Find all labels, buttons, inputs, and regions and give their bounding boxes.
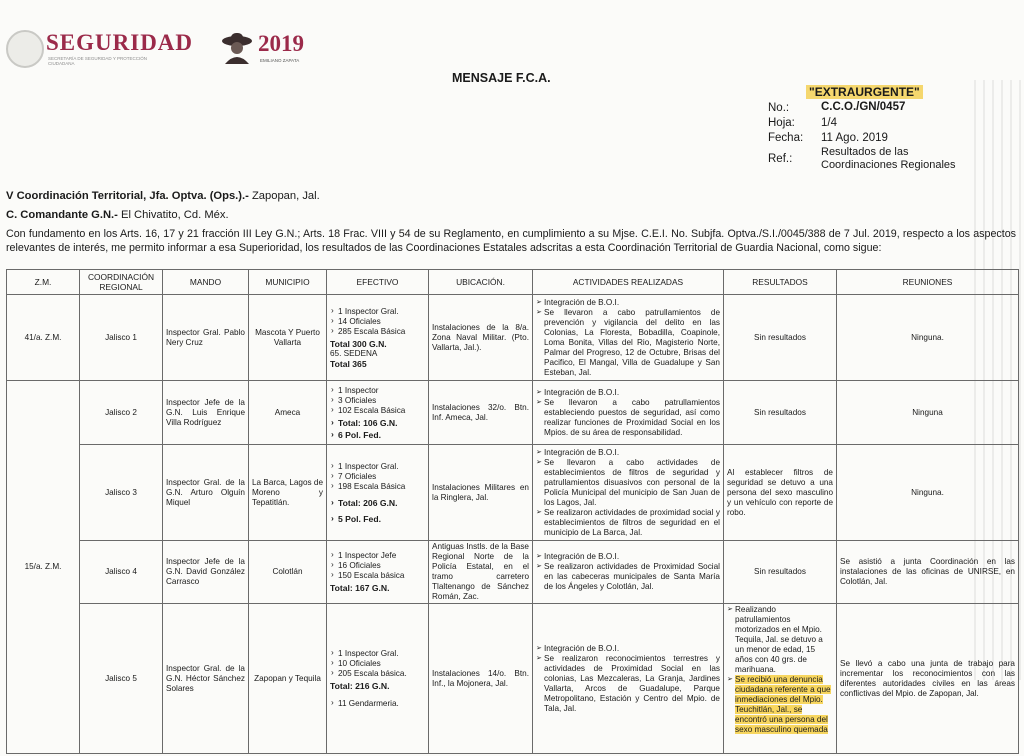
efectivo-item: › 10 Oficiales xyxy=(330,659,425,669)
municipio-cell: Mascota Y Puerto Vallarta xyxy=(249,295,327,381)
actividad-item: ➢ Integración de B.O.I. xyxy=(536,552,720,562)
actividad-item: ➢ Se llevaron a cabo patrullamientos estableciendo puestos de seguridad, así como realizar funciones de Proximidad Social en los Mpios. de su área de responsabilidad. xyxy=(536,398,720,438)
ubicacion-cell: Instalaciones Militares en la Ringlera, Jal. xyxy=(429,445,533,541)
efectivo-item: › 205 Escala básica. xyxy=(330,669,425,679)
header-ubicacion: UBICACIÓN. xyxy=(429,270,533,295)
header-mando: MANDO xyxy=(163,270,249,295)
reuniones-cell: Se asistió a junta Coordinación en las instalaciones de las oficinas de UNIRSE, en Colotlán, Jal. xyxy=(837,541,1019,604)
efectivo-total: Total: 167 G.N. xyxy=(330,583,390,593)
actividades-cell xyxy=(533,604,724,754)
header-actividades: ACTIVIDADES REALIZADAS xyxy=(533,270,724,295)
addressee-line2-rest: El Chivatito, Cd. Méx. xyxy=(117,209,229,221)
ubicacion-cell: Instalaciones 14/o. Btn. Inf., la Mojonera, Jal. xyxy=(429,604,533,754)
actividades-cell xyxy=(533,381,724,445)
actividad-item: ➢ Se realizaron actividades de proximidad social y establecimientos de filtros de seguridad en el municipio de La Barca, Jal. xyxy=(536,508,720,538)
header-resultados: RESULTADOS xyxy=(724,270,837,295)
zapata-portrait-icon xyxy=(220,30,254,64)
resultados-cell xyxy=(724,604,837,754)
efectivo-cell xyxy=(327,295,429,381)
year-logo-subtitle: EMILIANO ZAPATA xyxy=(260,58,300,63)
coat-of-arms-icon xyxy=(6,30,44,68)
efectivo-item: › 102 Escala Básica xyxy=(330,406,425,416)
efectivo-cell xyxy=(327,541,429,604)
table-row xyxy=(7,541,1019,604)
efectivo-total: › Total: 206 G.N. xyxy=(330,498,425,508)
coord-cell: Jalisco 2 xyxy=(80,381,163,445)
coord-cell: Jalisco 5 xyxy=(80,604,163,754)
efectivo-total: Total 300 G.N. xyxy=(330,338,387,349)
resultado-item-highlighted xyxy=(727,675,833,735)
table-row xyxy=(7,295,1019,381)
highlight-mark: Se recibió una denuncia ciudadana referente a que inmediaciones del Mpio. Teuchitlán, Jal., se encontró una persona del sexo masculino quemada xyxy=(735,675,831,734)
addressee-line2-bold: C. Comandante G.N.- xyxy=(6,209,118,221)
no-value: C.C.O./GN/0457 xyxy=(821,101,906,113)
table-header-row xyxy=(7,270,1019,295)
seguridad-logo-subtitle: SECRETARÍA DE SEGURIDAD Y PROTECCIÓN CIUDADANA xyxy=(48,56,148,66)
municipio-cell: Colotlán xyxy=(249,541,327,604)
efectivo-cell xyxy=(327,445,429,541)
actividad-item: ➢ Integración de B.O.I. xyxy=(536,388,720,398)
ref-value-line2: Coordinaciones Regionales xyxy=(821,159,956,171)
efectivo-item: › 150 Escala básica xyxy=(330,571,425,581)
addressee-line2 xyxy=(6,209,229,221)
efectivo-total: Total: 216 G.N. xyxy=(330,680,390,691)
efectivo-item: › 16 Oficiales xyxy=(330,561,425,571)
resultado-item: ➢ Realizando patrullamientos motorizados en el Mpio. Tequila, Jal. se detuvo a un menor de edad, 15 años con 40 grs. de marihuana. xyxy=(727,605,833,675)
actividad-item: ➢ Se realizaron reconocimientos terrestres y actividades de Proximidad Social en las colonias, Las Mezcaleras, La Granja, Jardines Vallarta, Arcos de Guadalupe, Parque Metropolitano, Estación y Centro del Mpio. de Tala, Jal. xyxy=(536,654,720,714)
table-row xyxy=(7,604,1019,754)
ubicacion-cell: Instalaciones 32/o. Btn. Inf. Ameca, Jal. xyxy=(429,381,533,445)
actividad-item: ➢ Integración de B.O.I. xyxy=(536,298,720,308)
header-efectivo: EFECTIVO xyxy=(327,270,429,295)
efectivo-item: › 198 Escala Básica xyxy=(330,482,425,492)
efectivo-cell xyxy=(327,381,429,445)
efectivo-extra: 65. SEDENA xyxy=(330,348,378,358)
header-coordinacion: COORDINACIÓN REGIONAL xyxy=(80,270,163,295)
ref-label: Ref.: xyxy=(768,153,793,165)
fecha-label: Fecha: xyxy=(768,132,804,144)
efectivo-cell xyxy=(327,604,429,754)
actividad-item: ➢ Se llevaron a cabo actividades de establecimientos de filtros de seguridad y patrullamientos disuasivos con personal de la Policía Municipal del municipio de San Juan de los Lagos, Jal. xyxy=(536,458,720,508)
actividad-item: ➢ Se llevaron a cabo patrullamientos de prevención y vigilancia del delito en las Colonias, La Floresta, Bobadilla, Coapinole, Loma Bonita, Villas del Rio, Magisterio Norte, Palmar del Progreso, 12 de Octubre, Brisas del Pacifico, El Mangal, Villa de Guadalupe y San Esteban, Jal. xyxy=(536,308,720,378)
efectivo-extra: › 6 Pol. Fed. xyxy=(330,430,425,440)
header-reuniones: REUNIONES xyxy=(837,270,1019,295)
ubicacion-cell: Antiguas Instls. de la Base Regional Norte de la Policía Estatal, en el tramo carretero Tlaltenango de Sánchez Román, Zac. xyxy=(429,541,533,604)
no-label: No.: xyxy=(768,102,790,114)
actividad-item: ➢ Integración de B.O.I. xyxy=(536,448,720,458)
actividades-cell xyxy=(533,541,724,604)
efectivo-item: › 3 Oficiales xyxy=(330,396,425,406)
resultados-cell: Sin resultados xyxy=(724,295,837,381)
resultados-cell: Al establecer filtros de seguridad se detuvo a una persona del sexo masculino y un vehículo con reporte de robo. xyxy=(724,445,837,541)
intro-paragraph: Con fundamento en los Arts. 16, 17 y 21 fracción III Ley G.N.; Arts. 18 Frac. VIII y 54 de su Reglamento, en cumplimiento a su Mjse. C.E.I. No. Subjfa. Optva./S.I./0045/388 de 7 Jul. 2019, respecto a los aspectos relevantes de interés, me permito informar a esa Superioridad, los resultados de las Coordinaciones Estatales adscritas a esta Coordinación Territorial de Guardia Nacional, como sigue: xyxy=(6,228,1016,254)
efectivo-extra: › 11 Gendarmeria. xyxy=(330,699,425,709)
efectivo-item: › 14 Oficiales xyxy=(330,317,425,327)
reuniones-cell: Ninguna xyxy=(837,381,1019,445)
reuniones-cell: Ninguna. xyxy=(837,445,1019,541)
hoja-value: 1/4 xyxy=(821,117,837,129)
mando-cell: Inspector Jefe de la G.N. David González Carrasco xyxy=(163,541,249,604)
ref-value-line1: Resultados de las xyxy=(821,146,909,158)
efectivo-extra: › 5 Pol. Fed. xyxy=(330,514,425,524)
efectivo-item: › 7 Oficiales xyxy=(330,472,425,482)
reuniones-cell: Se llevó a cabo una junta de trabajo para incrementar los reconocimientos con las diferentes autoridades civiles en las áreas conflictivas del Mpio. de Zapopan, Jal. xyxy=(837,604,1019,754)
mando-cell: Inspector Gral. de la G.N. Arturo Olguín Miquel xyxy=(163,445,249,541)
fecha-value: 11 Ago. 2019 xyxy=(821,132,888,144)
addressee-line1 xyxy=(6,190,320,202)
table-row xyxy=(7,445,1019,541)
seguridad-logo: SEGURIDAD xyxy=(46,30,194,55)
mando-cell: Inspector Jefe de la G.N. Luis Enrique Villa Rodríguez xyxy=(163,381,249,445)
year-logo: 2019 xyxy=(258,31,304,56)
municipio-cell: Zapopan y Tequila xyxy=(249,604,327,754)
message-title: MENSAJE F.C.A. xyxy=(452,71,551,85)
efectivo-item: › 1 Inspector Gral. xyxy=(330,307,425,317)
results-table xyxy=(6,269,1019,754)
efectivo-extra-total: Total 365 xyxy=(330,358,367,369)
efectivo-total: › Total: 106 G.N. xyxy=(330,418,425,428)
efectivo-item: › 1 Inspector xyxy=(330,386,425,396)
coord-cell: Jalisco 1 xyxy=(80,295,163,381)
addressee-line1-bold: V Coordinación Territorial, Jfa. Optva. (Ops.).- xyxy=(6,190,249,202)
coord-cell: Jalisco 4 xyxy=(80,541,163,604)
efectivo-item: › 1 Inspector Gral. xyxy=(330,649,425,659)
efectivo-item: › 285 Escala Básica xyxy=(330,327,425,337)
actividad-item: ➢ Se realizaron actividades de Proximidad Social en las cabeceras municipales de Santa María de los Ángeles y Colotlán, Jal. xyxy=(536,562,720,592)
zm-cell: 41/a. Z.M. xyxy=(7,295,80,381)
header-municipio: MUNICIPIO xyxy=(249,270,327,295)
resultados-cell: Sin resultados xyxy=(724,541,837,604)
mando-cell: Inspector Gral. de la G.N. Héctor Sánchez Solares xyxy=(163,604,249,754)
actividad-item: ➢ Integración de B.O.I. xyxy=(536,644,720,654)
efectivo-item: › 1 Inspector Gral. xyxy=(330,462,425,472)
table-row xyxy=(7,381,1019,445)
addressee-line1-rest: Zapopan, Jal. xyxy=(248,190,320,202)
municipio-cell: Ameca xyxy=(249,381,327,445)
actividades-cell xyxy=(533,295,724,381)
ubicacion-cell: Instalaciones de la 8/a. Zona Naval Militar. (Pto. Vallarta, Jal.). xyxy=(429,295,533,381)
header-zm: Z.M. xyxy=(7,270,80,295)
zm-cell: 15/a. Z.M. xyxy=(7,381,80,754)
mando-cell: Inspector Gral. Pablo Nery Cruz xyxy=(163,295,249,381)
reuniones-cell: Ninguna. xyxy=(837,295,1019,381)
urgency-badge: "EXTRAURGENTE" xyxy=(806,85,923,99)
resultados-cell: Sin resultados xyxy=(724,381,837,445)
efectivo-item: › 1 Inspector Jefe xyxy=(330,551,425,561)
hoja-label: Hoja: xyxy=(768,117,795,129)
coord-cell: Jalisco 3 xyxy=(80,445,163,541)
municipio-cell: La Barca, Lagos de Moreno y Tepatitlán. xyxy=(249,445,327,541)
actividades-cell xyxy=(533,445,724,541)
